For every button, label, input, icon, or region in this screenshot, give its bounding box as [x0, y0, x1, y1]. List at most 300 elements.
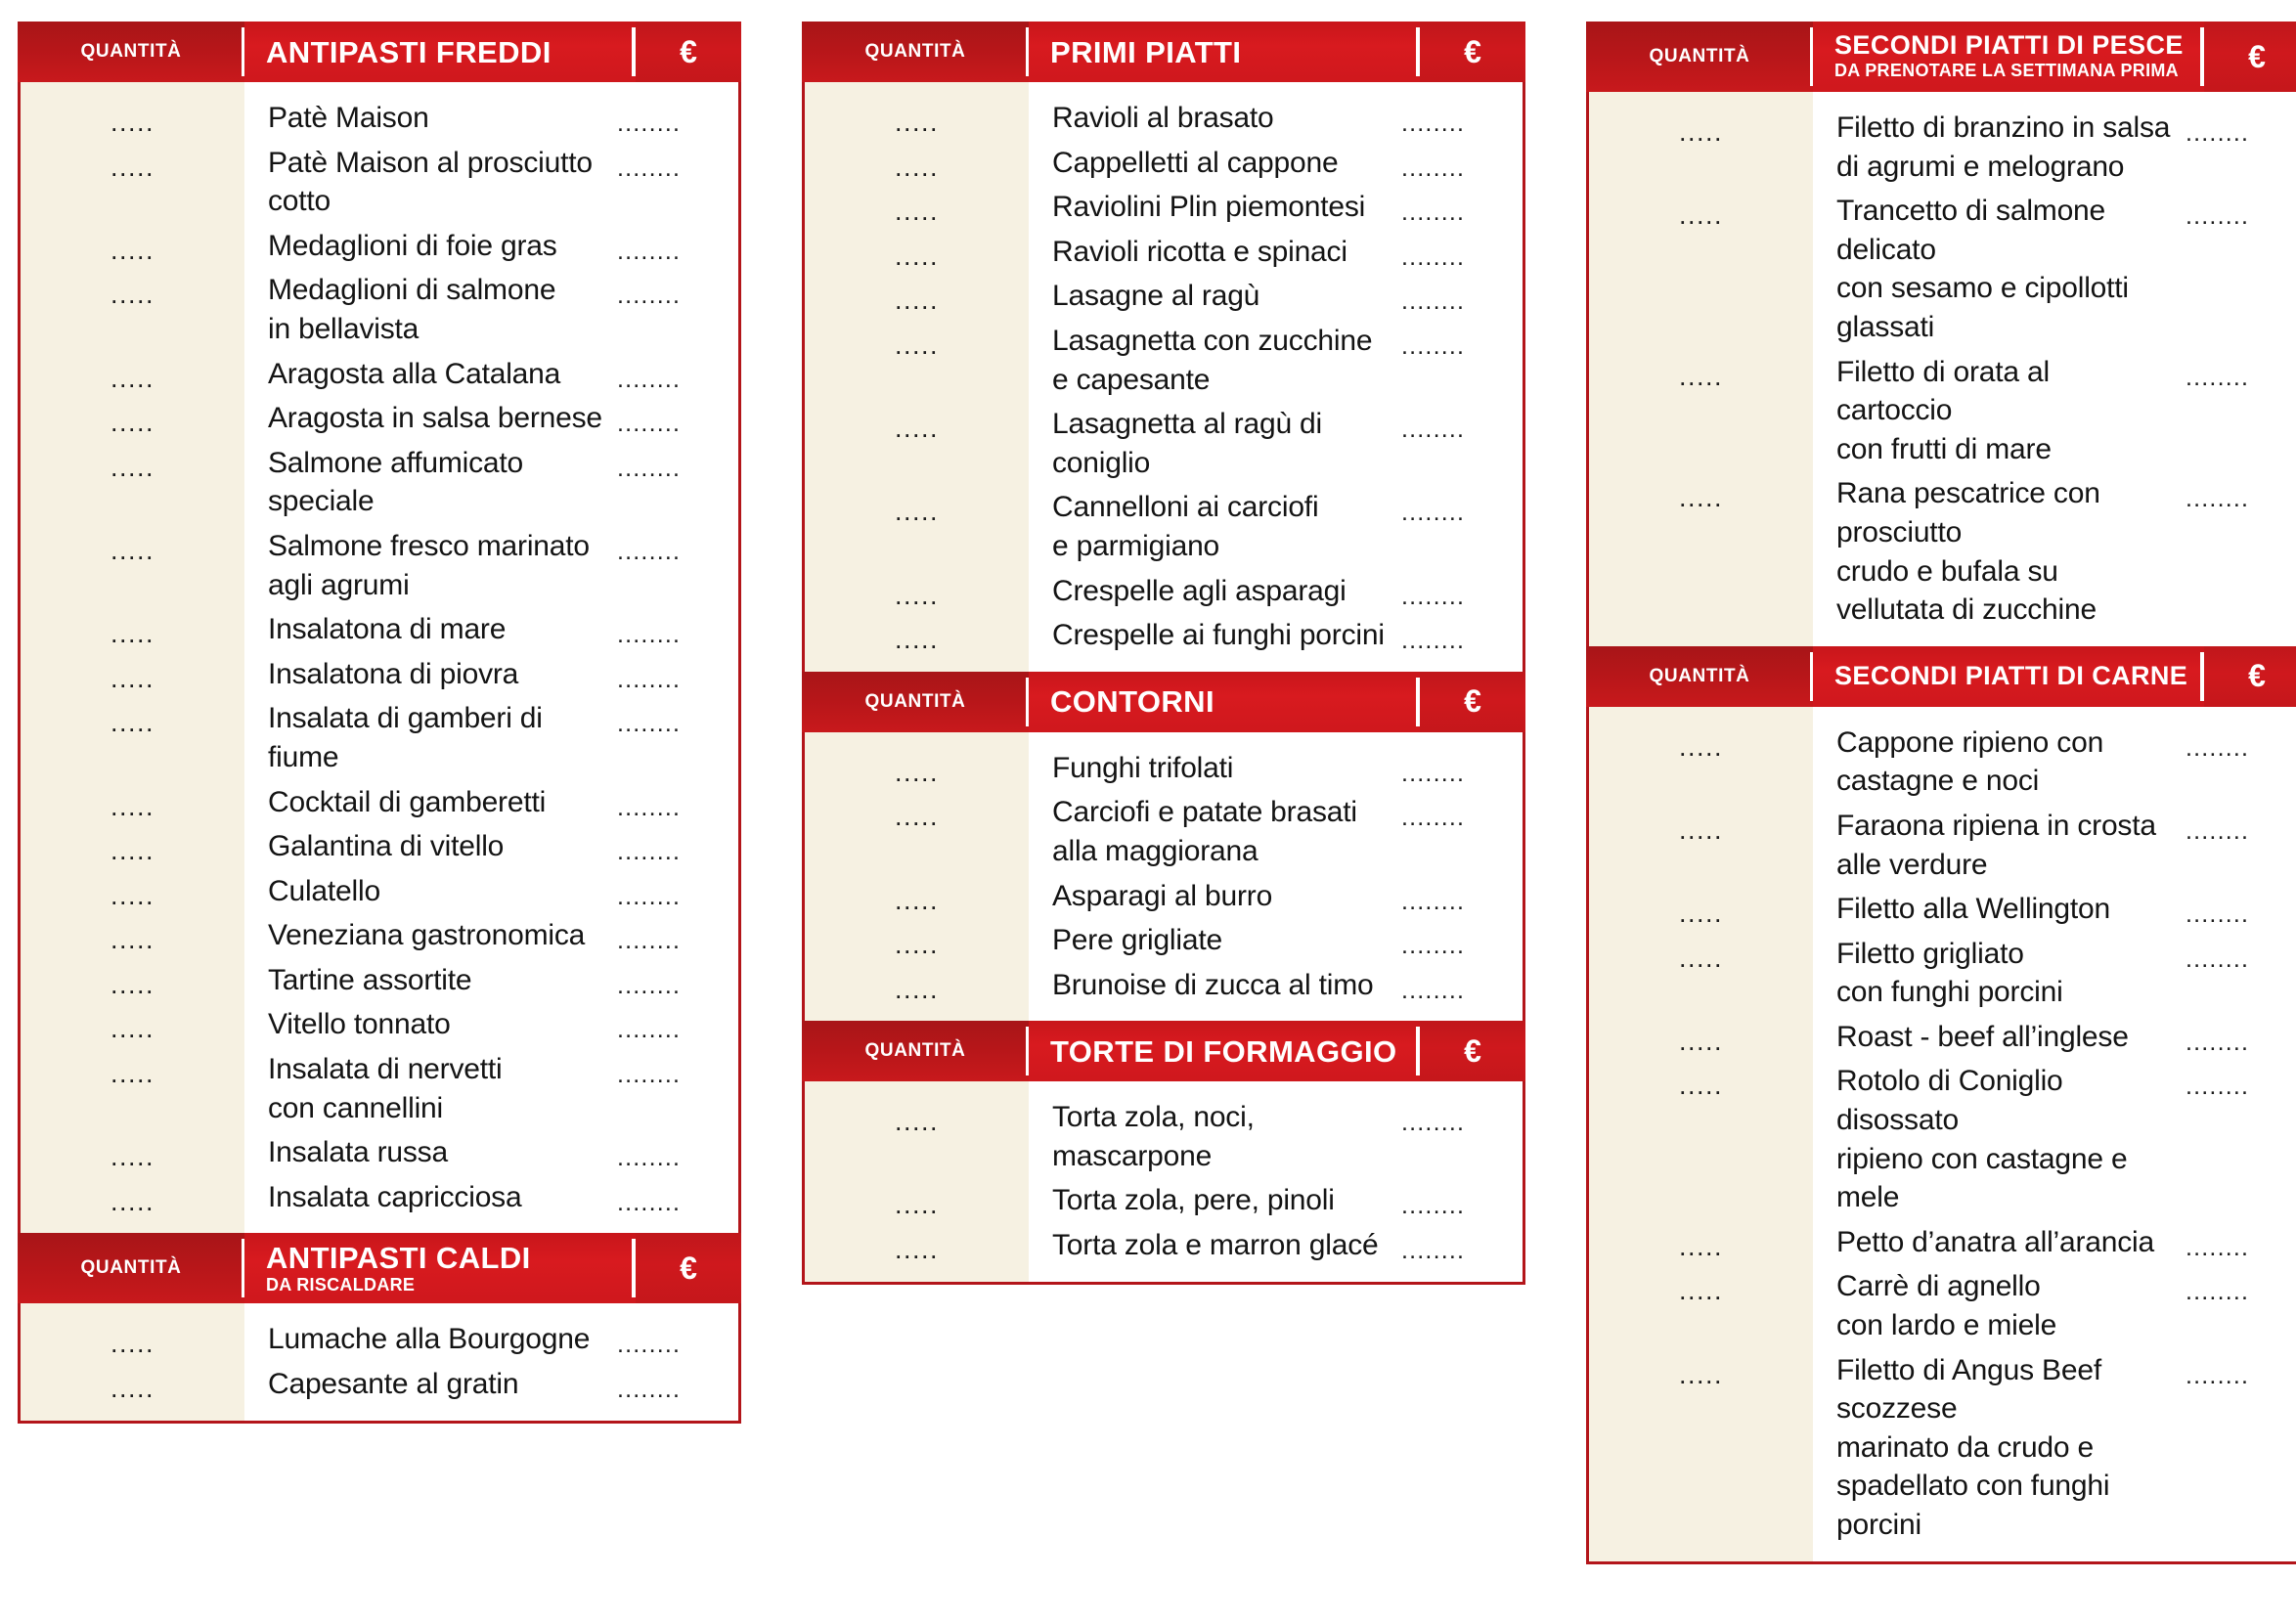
- menu-item-row[interactable]: [21, 869, 738, 914]
- menu-item-row[interactable]: [1589, 189, 2296, 349]
- beige-pad: [805, 732, 1029, 746]
- quantity-dots-field[interactable]: .....: [805, 274, 1029, 319]
- menu-item-row[interactable]: [21, 1317, 738, 1362]
- price-dots-field[interactable]: ........: [1401, 242, 1466, 271]
- menu-item-name-line2: di agrumi e melograno: [1836, 150, 2125, 183]
- menu-item-name-line1: Faraona ripiena in crosta: [1836, 809, 2156, 842]
- price-dots-field[interactable]: ........: [2186, 1361, 2250, 1389]
- section-body-1: [802, 82, 1525, 672]
- quantity-dots-field[interactable]: .....: [21, 958, 244, 1003]
- beige-pad: [1589, 1548, 1813, 1561]
- item-list: [805, 732, 1523, 1022]
- quantity-dots-field[interactable]: .....: [21, 607, 244, 652]
- menu-item-row[interactable]: [21, 268, 738, 351]
- menu-item-name-line1: Roast - beef all’inglese: [1836, 1020, 2129, 1053]
- menu-item-name-line1: Cappone ripieno con: [1836, 725, 2104, 759]
- euro-header-symbol: €: [2204, 646, 2296, 707]
- quantity-dots-field[interactable]: .....: [21, 1047, 244, 1130]
- menu-item-name-line2: marinato da crudo e spadellato con funghi porcini: [1836, 1430, 2110, 1541]
- price-dots-field[interactable]: ........: [617, 621, 682, 649]
- euro-header-symbol: €: [636, 1233, 741, 1303]
- item-list: [805, 1081, 1523, 1281]
- menu-item-row[interactable]: [805, 96, 1523, 141]
- menu-item-name: [1813, 1348, 2180, 1548]
- quantity-dots-field[interactable]: .....: [805, 185, 1029, 230]
- menu-item-row[interactable]: [805, 230, 1523, 275]
- column-3: [1586, 22, 2296, 1564]
- item-list: [1589, 707, 2296, 1561]
- menu-item-name-line1: Patè Maison: [268, 102, 429, 134]
- price-dots-field[interactable]: ........: [617, 1331, 682, 1359]
- price-dots-field[interactable]: ........: [617, 665, 682, 693]
- price-dots-field[interactable]: ........: [617, 154, 682, 182]
- menu-item-row[interactable]: [21, 1130, 738, 1175]
- price-dots-field[interactable]: ........: [617, 410, 682, 438]
- beige-pad: [21, 1407, 244, 1421]
- quantity-header-label: QUANTITÀ: [802, 672, 1029, 732]
- menu-item-name-line1: Brunoise di zucca al timo: [1052, 968, 1374, 1001]
- menu-item-name-line2: con sesamo e cipollotti glassati: [1836, 272, 2129, 343]
- quantity-dots-field[interactable]: .....: [21, 396, 244, 441]
- menu-item-name-line1: Asparagi al burro: [1052, 879, 1273, 912]
- menu-item-row[interactable]: [1589, 1015, 2296, 1060]
- quantity-dots-field[interactable]: .....: [21, 1362, 244, 1407]
- menu-item-row[interactable]: [21, 1047, 738, 1130]
- price-dots-field[interactable]: ........: [617, 282, 682, 310]
- quantity-dots-field[interactable]: .....: [1589, 1059, 1813, 1219]
- price-dots-field[interactable]: ........: [617, 1016, 682, 1044]
- quantity-dots-field[interactable]: .....: [805, 1223, 1029, 1268]
- menu-item-name: [1813, 804, 2180, 887]
- price-dots-field[interactable]: ........: [2186, 202, 2250, 231]
- quantity-dots-field[interactable]: .....: [21, 1130, 244, 1175]
- quantity-dots-field[interactable]: .....: [805, 613, 1029, 658]
- price-dots-field[interactable]: ........: [2186, 733, 2250, 762]
- quantity-dots-field[interactable]: .....: [805, 1095, 1029, 1178]
- quantity-dots-field[interactable]: .....: [1589, 1348, 1813, 1548]
- pad-label: [1813, 92, 2180, 106]
- menu-item-row[interactable]: [805, 319, 1523, 402]
- menu-item-name: [244, 607, 611, 652]
- menu-item-row[interactable]: [805, 874, 1523, 919]
- item-list: [21, 82, 738, 1233]
- price-dots-field[interactable]: ........: [2186, 1278, 2250, 1306]
- pad-label: [1813, 633, 2180, 646]
- menu-item-row[interactable]: [21, 696, 738, 779]
- menu-item-name: [1029, 918, 1395, 963]
- menu-item-name-line1: Medaglioni di salmone: [268, 274, 556, 307]
- price-dots-field[interactable]: ........: [1401, 1109, 1466, 1137]
- menu-item-row[interactable]: [21, 780, 738, 825]
- menu-item-row[interactable]: [21, 824, 738, 869]
- price-dots-field[interactable]: ........: [1401, 1192, 1466, 1220]
- menu-item-row[interactable]: [21, 224, 738, 269]
- menu-item-name: [244, 524, 611, 607]
- beige-pad: [21, 1219, 244, 1233]
- menu-item-name: [244, 824, 611, 869]
- price-dots-field[interactable]: ........: [1401, 198, 1466, 227]
- menu-item-name-line1: Torta zola, noci, mascarpone: [1052, 1101, 1255, 1172]
- price-dots-field[interactable]: ........: [617, 110, 682, 137]
- price-dots-field[interactable]: ........: [1401, 154, 1466, 182]
- menu-item-name-line1: Medaglioni di foie gras: [268, 229, 557, 262]
- quantity-dots-field[interactable]: .....: [21, 96, 244, 141]
- quantity-header-label: QUANTITÀ: [18, 22, 244, 82]
- quantity-dots-field[interactable]: .....: [805, 141, 1029, 186]
- menu-item-row[interactable]: [1589, 932, 2296, 1015]
- section-header-2: [1586, 646, 2296, 707]
- menu-item-row[interactable]: [805, 1223, 1523, 1268]
- quantity-dots-field[interactable]: .....: [805, 874, 1029, 919]
- menu-item-row[interactable]: [21, 141, 738, 224]
- menu-item-row[interactable]: [805, 1178, 1523, 1223]
- quantity-dots-field[interactable]: .....: [21, 268, 244, 351]
- menu-item-name-line2: in bellavista: [268, 312, 419, 345]
- pad-dots: [1395, 1268, 1523, 1282]
- menu-item-name-line2: con lardo e miele: [1836, 1309, 2057, 1342]
- menu-item-name: [244, 1175, 611, 1220]
- quantity-dots-field[interactable]: .....: [21, 1002, 244, 1047]
- section-header-1: [18, 22, 741, 82]
- menu-item-row[interactable]: [805, 485, 1523, 568]
- menu-item-name-line2: e capesante: [1052, 363, 1211, 396]
- menu-item-name-line2: crudo e bufala su vellutata di zucchine: [1836, 554, 2097, 627]
- quantity-dots-field[interactable]: .....: [21, 824, 244, 869]
- beige-pad: [805, 1007, 1029, 1021]
- euro-header-symbol: €: [1420, 22, 1525, 82]
- quantity-dots-field[interactable]: .....: [1589, 189, 1813, 349]
- section-title: PRIMI PIATTI: [1050, 34, 1242, 69]
- menu-item-row[interactable]: [805, 746, 1523, 791]
- quantity-dots-field[interactable]: .....: [1589, 350, 1813, 472]
- menu-item-row[interactable]: [805, 274, 1523, 319]
- pad-label: [244, 1303, 611, 1317]
- menu-item-name: [244, 1002, 611, 1047]
- price-dots-field[interactable]: ........: [617, 454, 682, 482]
- menu-item-row[interactable]: [805, 569, 1523, 614]
- list-bottom-pad: [21, 1219, 738, 1233]
- price-dots-field[interactable]: ........: [1401, 582, 1466, 610]
- menu-item-row[interactable]: [21, 352, 738, 397]
- menu-item-name: [244, 869, 611, 914]
- menu-item-name-line1: Cappelletti al cappone: [1052, 146, 1339, 179]
- section-title-block: [1813, 646, 2204, 707]
- price-dots-field[interactable]: ........: [1401, 932, 1466, 960]
- menu-item-name-line1: Petto d’anatra all’arancia: [1836, 1225, 2155, 1258]
- menu-item-row[interactable]: [1589, 1348, 2296, 1548]
- section-title-block: [1029, 672, 1420, 732]
- menu-item-row[interactable]: [1589, 1264, 2296, 1347]
- price-dots-field[interactable]: ........: [617, 1188, 682, 1216]
- quantity-dots-field[interactable]: .....: [805, 402, 1029, 485]
- menu-item-name: [1813, 189, 2180, 349]
- section-title-block: [1029, 1021, 1420, 1081]
- menu-item-name: [1029, 274, 1395, 319]
- menu-item-row[interactable]: [21, 652, 738, 697]
- menu-item-row[interactable]: [21, 441, 738, 524]
- section-body-2: [1586, 707, 2296, 1564]
- price-dots-field[interactable]: ........: [2186, 1028, 2250, 1056]
- price-dots-field[interactable]: ........: [2186, 363, 2250, 391]
- quantity-dots-field[interactable]: .....: [1589, 471, 1813, 632]
- pad-label: [1029, 82, 1395, 96]
- pad-label: [244, 82, 611, 96]
- menu-item-name-line2: ripieno con castagne e mele: [1836, 1142, 2128, 1214]
- beige-pad: [805, 1268, 1029, 1282]
- price-dots-field[interactable]: ........: [2186, 1233, 2250, 1261]
- menu-item-name: [1813, 350, 2180, 472]
- price-dots-field[interactable]: ........: [1401, 287, 1466, 316]
- menu-item-name: [1029, 569, 1395, 614]
- quantity-dots-field[interactable]: .....: [21, 780, 244, 825]
- price-dots-field[interactable]: ........: [2186, 485, 2250, 513]
- list-bottom-pad: [805, 1007, 1523, 1021]
- price-dots-field[interactable]: ........: [2186, 1073, 2250, 1101]
- item-list: [21, 1303, 738, 1420]
- list-bottom-pad: [1589, 633, 2296, 646]
- quantity-dots-field[interactable]: .....: [805, 1178, 1029, 1223]
- section-title-block: [244, 22, 636, 82]
- quantity-header-label: QUANTITÀ: [802, 22, 1029, 82]
- quantity-dots-field[interactable]: .....: [21, 1175, 244, 1220]
- menu-item-row[interactable]: [1589, 721, 2296, 804]
- price-dots-field[interactable]: ........: [617, 237, 682, 265]
- menu-item-name: [244, 958, 611, 1003]
- quantity-dots-field[interactable]: .....: [21, 652, 244, 697]
- pad-dots: [611, 1219, 738, 1233]
- quantity-dots-field[interactable]: .....: [21, 141, 244, 224]
- price-dots-field[interactable]: ........: [617, 1376, 682, 1404]
- section-title: ANTIPASTI FREDDI: [266, 34, 552, 69]
- menu-item-row[interactable]: [805, 918, 1523, 963]
- menu-item-row[interactable]: [805, 790, 1523, 873]
- beige-pad: [805, 658, 1029, 672]
- section-title: ANTIPASTI CALDI: [266, 1240, 531, 1275]
- pad-dots: [611, 1407, 738, 1421]
- menu-item-name-line1: Filetto di Angus Beef scozzese: [1836, 1353, 2101, 1426]
- quantity-dots-field[interactable]: .....: [21, 696, 244, 779]
- euro-header-symbol: €: [1420, 1021, 1525, 1081]
- price-dots-field[interactable]: ........: [1401, 627, 1466, 655]
- quantity-dots-field[interactable]: .....: [1589, 1015, 1813, 1060]
- menu-item-name-line1: Pere grigliate: [1052, 924, 1222, 957]
- menu-item-row[interactable]: [21, 1002, 738, 1047]
- menu-item-name-line2: con frutti di mare: [1836, 432, 2052, 465]
- price-dots-field[interactable]: ........: [617, 537, 682, 565]
- quantity-dots-field[interactable]: .....: [1589, 1264, 1813, 1347]
- menu-item-row[interactable]: [1589, 1220, 2296, 1265]
- quantity-dots-field[interactable]: .....: [21, 524, 244, 607]
- pad-label: [1029, 658, 1395, 672]
- section-body-3: [802, 1081, 1525, 1284]
- pad-dots: [611, 1303, 738, 1317]
- price-dots-field[interactable]: ........: [2186, 900, 2250, 929]
- section-title: SECONDI PIATTI DI CARNE: [1834, 661, 2188, 691]
- menu-item-row[interactable]: [805, 1095, 1523, 1178]
- pad-dots: [2180, 707, 2296, 721]
- quantity-dots-field[interactable]: .....: [21, 913, 244, 958]
- section-title: CONTORNI: [1050, 684, 1214, 720]
- menu-item-name-line1: Culatello: [268, 874, 380, 907]
- menu-item-row[interactable]: [1589, 106, 2296, 189]
- menu-item-row[interactable]: [1589, 887, 2296, 932]
- pad-dots: [1395, 732, 1523, 746]
- euro-header-symbol: €: [2204, 22, 2296, 92]
- menu-item-row[interactable]: [21, 958, 738, 1003]
- menu-item-row[interactable]: [1589, 804, 2296, 887]
- quantity-dots-field[interactable]: .....: [805, 790, 1029, 873]
- menu-item-name: [244, 652, 611, 697]
- quantity-header-label: QUANTITÀ: [1586, 22, 1813, 92]
- quantity-dots-field[interactable]: .....: [805, 485, 1029, 568]
- quantity-dots-field[interactable]: .....: [21, 352, 244, 397]
- price-dots-field[interactable]: ........: [1401, 331, 1466, 360]
- quantity-dots-field[interactable]: .....: [1589, 804, 1813, 887]
- menu-item-name-line1: Filetto grigliato: [1836, 937, 2024, 970]
- quantity-dots-field[interactable]: .....: [805, 963, 1029, 1008]
- price-dots-field[interactable]: ........: [617, 971, 682, 999]
- menu-item-row[interactable]: [1589, 471, 2296, 632]
- quantity-dots-field[interactable]: .....: [805, 569, 1029, 614]
- menu-item-row[interactable]: [21, 913, 738, 958]
- menu-item-row[interactable]: [21, 96, 738, 141]
- menu-item-name: [1029, 1223, 1395, 1268]
- price-dots-field[interactable]: ........: [617, 882, 682, 910]
- price-dots-field[interactable]: ........: [617, 838, 682, 866]
- pad-dots: [2180, 92, 2296, 106]
- euro-header-symbol: €: [1420, 672, 1525, 732]
- price-dots-field[interactable]: ........: [617, 927, 682, 955]
- price-dots-field[interactable]: ........: [2186, 119, 2250, 147]
- menu-item-name-line1: Lasagnetta con zucchine: [1052, 324, 1373, 357]
- menu-item-row[interactable]: [805, 613, 1523, 658]
- menu-item-name-line2: castagne e noci: [1836, 765, 2040, 798]
- menu-item-name-line1: Filetto di orata al cartoccio: [1836, 355, 2050, 427]
- menu-item-name-line2: e parmigiano: [1052, 529, 1220, 562]
- menu-item-name: [1029, 1095, 1395, 1178]
- section-header-3: [802, 1021, 1525, 1081]
- quantity-dots-field[interactable]: .....: [805, 746, 1029, 791]
- quantity-dots-field[interactable]: .....: [805, 96, 1029, 141]
- price-dots-field[interactable]: ........: [1401, 804, 1466, 832]
- menu-item-name-line1: Aragosta in salsa bernese: [268, 402, 602, 435]
- pad-label: [1029, 732, 1395, 746]
- price-dots-field[interactable]: ........: [617, 1061, 682, 1089]
- menu-item-name-line1: Lasagnetta al ragù di coniglio: [1052, 408, 1323, 479]
- quantity-dots-field[interactable]: .....: [1589, 1220, 1813, 1265]
- quantity-dots-field[interactable]: .....: [805, 230, 1029, 275]
- price-dots-field[interactable]: ........: [617, 710, 682, 738]
- section-title-block: [1029, 22, 1420, 82]
- menu-item-name-line2: con funghi porcini: [1836, 976, 2063, 1009]
- menu-item-row[interactable]: [1589, 1059, 2296, 1219]
- quantity-dots-field[interactable]: .....: [805, 918, 1029, 963]
- pad-dots: [611, 82, 738, 96]
- quantity-dots-field[interactable]: .....: [21, 441, 244, 524]
- quantity-dots-field[interactable]: .....: [21, 224, 244, 269]
- menu-item-row[interactable]: [805, 963, 1523, 1008]
- section-body-2: [18, 1303, 741, 1423]
- menu-item-name-line1: Ravioli ricotta e spinaci: [1052, 235, 1347, 268]
- menu-item-name-line1: Carrè di agnello: [1836, 1270, 2041, 1303]
- menu-item-name: [244, 1047, 611, 1130]
- menu-item-name-line1: Insalata capricciosa: [268, 1180, 522, 1213]
- quantity-dots-field[interactable]: .....: [1589, 721, 1813, 804]
- list-top-pad: [21, 1303, 738, 1317]
- pad-label: [1029, 1081, 1395, 1095]
- menu-item-row[interactable]: [21, 524, 738, 607]
- menu-item-name: [244, 268, 611, 351]
- price-dots-field[interactable]: ........: [1401, 759, 1466, 787]
- menu-item-name-line1: Raviolini Plin piemontesi: [1052, 191, 1366, 224]
- price-dots-field[interactable]: ........: [1401, 1237, 1466, 1265]
- menu-item-name: [1029, 141, 1395, 186]
- price-dots-field[interactable]: ........: [1401, 110, 1466, 137]
- price-dots-field[interactable]: ........: [2186, 944, 2250, 973]
- menu-item-name: [1029, 402, 1395, 485]
- menu-item-name-line1: Veneziana gastronomica: [268, 919, 586, 952]
- menu-item-name: [1813, 106, 2180, 189]
- menu-item-name-line1: Rotolo di Coniglio disossato: [1836, 1065, 2063, 1137]
- price-dots-field[interactable]: ........: [1401, 976, 1466, 1004]
- quantity-dots-field[interactable]: .....: [21, 869, 244, 914]
- beige-pad: [1589, 92, 1813, 106]
- price-dots-field[interactable]: ........: [1401, 887, 1466, 915]
- menu-item-row[interactable]: [805, 185, 1523, 230]
- menu-item-name-line1: Cannelloni ai carciofi: [1052, 491, 1319, 524]
- quantity-dots-field[interactable]: .....: [1589, 887, 1813, 932]
- menu-item-name: [1813, 1015, 2180, 1060]
- section-title-block: [1813, 22, 2204, 92]
- price-dots-field[interactable]: ........: [1401, 499, 1466, 527]
- menu-item-name-line1: Salmone affumicato speciale: [268, 446, 523, 518]
- menu-item-name-line1: Crespelle agli asparagi: [1052, 574, 1347, 607]
- menu-item-name: [244, 1362, 611, 1407]
- price-dots-field[interactable]: ........: [617, 793, 682, 821]
- quantity-dots-field[interactable]: .....: [1589, 106, 1813, 189]
- pad-label: [1029, 1268, 1395, 1282]
- beige-pad: [1589, 633, 1813, 646]
- price-dots-field[interactable]: ........: [1401, 416, 1466, 444]
- menu-item-name-line1: Insalata russa: [268, 1136, 448, 1169]
- list-top-pad: [805, 1081, 1523, 1095]
- menu-item-row[interactable]: [21, 1362, 738, 1407]
- menu-item-row[interactable]: [805, 141, 1523, 186]
- quantity-header-label: QUANTITÀ: [1586, 646, 1813, 707]
- menu-item-row[interactable]: [21, 1175, 738, 1220]
- menu-item-name: [1029, 319, 1395, 402]
- pad-label: [1813, 1548, 2180, 1561]
- quantity-dots-field[interactable]: .....: [1589, 932, 1813, 1015]
- quantity-dots-field[interactable]: .....: [805, 319, 1029, 402]
- quantity-dots-field[interactable]: .....: [21, 1317, 244, 1362]
- menu-item-name: [244, 1317, 611, 1362]
- pad-dots: [1395, 82, 1523, 96]
- price-dots-field[interactable]: ........: [617, 365, 682, 393]
- price-dots-field[interactable]: ........: [2186, 816, 2250, 845]
- menu-item-name-line1: Torta zola, pere, pinoli: [1052, 1184, 1335, 1217]
- menu-item-row[interactable]: [21, 607, 738, 652]
- menu-item-row[interactable]: [805, 402, 1523, 485]
- menu-item-name: [1029, 485, 1395, 568]
- menu-item-row[interactable]: [1589, 350, 2296, 472]
- menu-item-row[interactable]: [21, 396, 738, 441]
- menu-item-name-line2: con cannellini: [268, 1091, 443, 1124]
- pad-label: [1029, 1007, 1395, 1021]
- pad-label: [244, 1407, 611, 1421]
- menu-item-name-line1: Lumache alla Bourgogne: [268, 1323, 591, 1356]
- price-dots-field[interactable]: ........: [617, 1144, 682, 1172]
